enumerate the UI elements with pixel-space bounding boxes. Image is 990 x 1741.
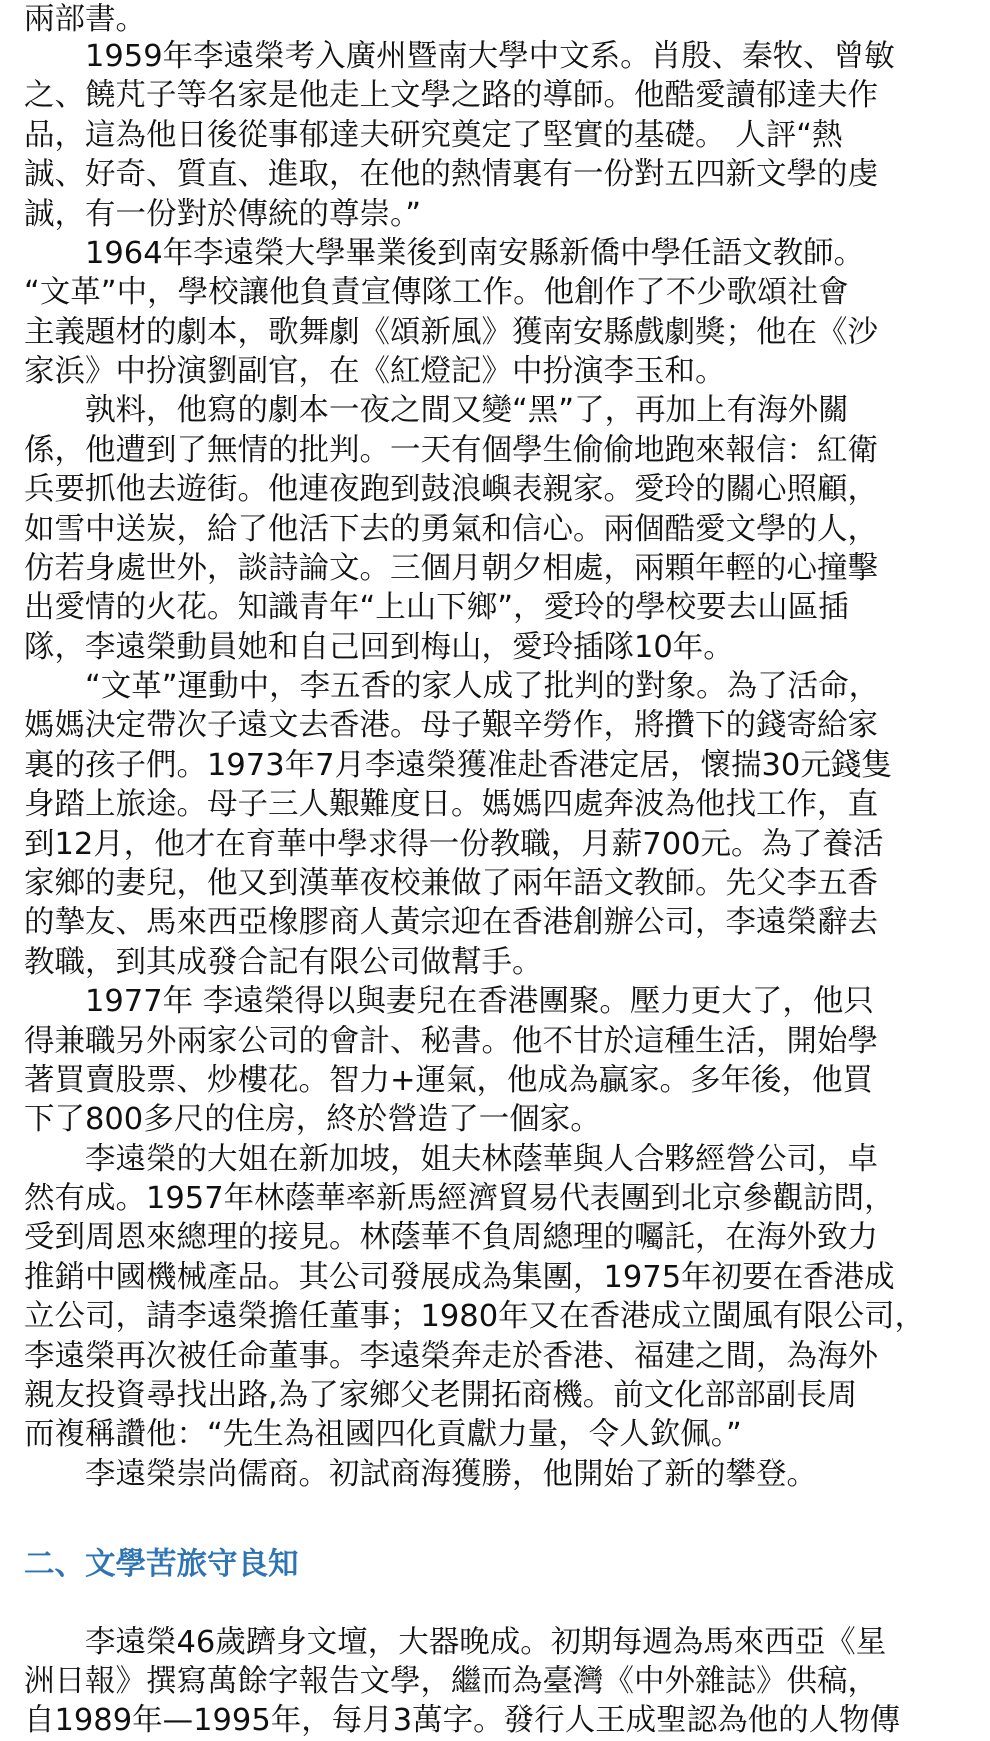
body-line: 李遠榮崇尚儒商。初試商海獲勝，他開始了新的攀登。 — [24, 1457, 817, 1492]
body-line: 主義題材的劇本，歌舞劇《頌新風》獲南安縣戲劇獎；他在《沙 — [24, 315, 878, 350]
body-line: 教職，到其成發合記有限公司做幫手。 — [24, 945, 543, 980]
section-heading: 二、文學苦旅守良知 — [24, 1547, 299, 1582]
body-line: 出愛情的火花。知識青年“上山下鄉”，愛玲的學校要去山區插 — [24, 590, 849, 625]
body-line: 而複稱讚他：“先生為祖國四化貢獻力量，令人欽佩。” — [24, 1417, 742, 1452]
body-line: 品，這為他日後從事郁達夫研究奠定了堅實的基礎。 人評“熱 — [24, 118, 843, 153]
body-line: 的摯友、馬來西亞橡膠商人黃宗迎在香港創辦公司，李遠榮辭去 — [24, 905, 878, 940]
body-line: 自1989年—1995年，每月3萬字。發行人王成聖認為他的人物傳 — [24, 1703, 901, 1738]
body-line: 1959年李遠榮考入廣州暨南大學中文系。肖殷、秦牧、曾敏 — [24, 39, 895, 74]
body-line: 李遠榮再次被任命董事。李遠榮奔走於香港、福建之間，為海外 — [24, 1339, 878, 1374]
body-line: 到12月，他才在育華中學求得一份教職，月薪700元。為了養活 — [24, 827, 884, 862]
body-line: 然有成。1957年林蔭華率新馬經濟貿易代表團到北京參觀訪問， — [24, 1181, 895, 1216]
body-line: 家浜》中扮演劉副官，在《紅燈記》中扮演李玉和。 — [24, 354, 726, 389]
body-line: 推銷中國機械產品。其公司發展成為集團，1975年初要在香港成 — [24, 1260, 895, 1295]
body-line: 仿若身處世外，談詩論文。三個月朝夕相處，兩顆年輕的心撞擊 — [24, 551, 878, 586]
body-line: 如雪中送炭，給了他活下去的勇氣和信心。兩個酷愛文學的人， — [24, 512, 878, 547]
body-line: 之、饒芃子等名家是他走上文學之路的導師。他酷愛讀郁達夫作 — [24, 78, 878, 113]
body-line: 受到周恩來總理的接見。林蔭華不負周總理的囑託，在海外致力 — [24, 1220, 878, 1255]
body-line: 家鄉的妻兒，他又到漢華夜校兼做了兩年語文教師。先父李五香 — [24, 866, 878, 901]
body-line: 李遠榮46歲躋身文壇，大器晚成。初期每週為馬來西亞《星 — [24, 1625, 887, 1660]
body-line: 著買賣股票、炒樓花。智力+運氣，他成為贏家。多年後，他買 — [24, 1063, 874, 1098]
body-line: 1964年李遠榮大學畢業後到南安縣新僑中學任語文教師。 — [24, 236, 865, 271]
body-line: 兩部書。 — [24, 2, 146, 37]
body-line: 親友投資尋找出路,為了家鄉父老開拓商機。前文化部部副長周 — [24, 1378, 858, 1413]
body-line: 身踏上旅途。母子三人艱難度日。媽媽四處奔波為他找工作，直 — [24, 787, 878, 822]
body-line: 得兼職另外兩家公司的會計、秘書。他不甘於這種生活，開始學 — [24, 1024, 878, 1059]
body-line: 李遠榮的大姐在新加坡，姐夫林蔭華與人合夥經營公司，卓 — [24, 1142, 878, 1177]
body-line: 立公司，請李遠榮擔任董事；1980年又在香港成立閩風有限公司， — [24, 1299, 926, 1334]
body-line: 誠、好奇、質直、進取，在他的熱情裏有一份對五四新文學的虔 — [24, 157, 878, 192]
body-line: 洲日報》撰寫萬餘字報告文學，繼而為臺灣《中外雜誌》供稿， — [24, 1664, 878, 1699]
body-line: “文革”運動中，李五香的家人成了批判的對象。為了活命， — [24, 669, 880, 704]
body-line: 誠，有一份對於傳統的尊崇。” — [24, 197, 422, 232]
body-line: 係，他遭到了無情的批判。一天有個學生偷偷地跑來報信：紅衛 — [24, 433, 878, 468]
body-line: 1977年 李遠榮得以與妻兒在香港團聚。壓力更大了，他只 — [24, 984, 874, 1019]
body-line: 孰料，他寫的劇本一夜之間又變“黑”了，再加上有海外關 — [24, 393, 849, 428]
body-line: 兵要抓他去遊街。他連夜跑到鼓浪嶼表親家。愛玲的關心照顧， — [24, 472, 878, 507]
body-line: 裏的孩子們。1973年7月李遠榮獲准赴香港定居，懷揣30元錢隻 — [24, 748, 892, 783]
body-line: 媽媽決定帶次子遠文去香港。母子艱辛勞作，將攢下的錢寄給家 — [24, 708, 878, 743]
body-line: 下了800多尺的住房，終於營造了一個家。 — [24, 1102, 601, 1137]
body-line: 隊，李遠榮動員她和自己回到梅山，愛玲插隊10年。 — [24, 630, 734, 665]
body-line: “文革”中，學校讓他負責宣傳隊工作。他創作了不少歌頌社會 — [24, 275, 849, 310]
